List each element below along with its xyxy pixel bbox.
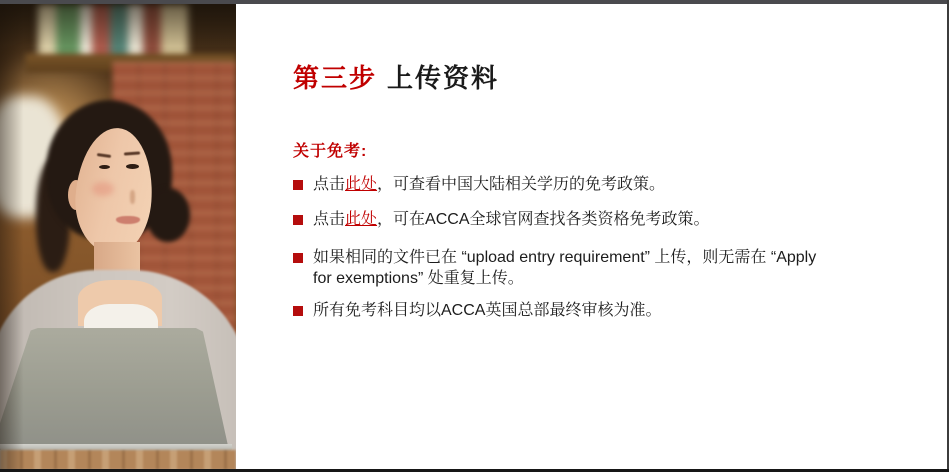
content-panel [236, 4, 947, 469]
bullet-text-3: 如果相同的文件已在 “upload entry requirement” 上传，则无需在 “Apply for exemptions” 处重复上传。 [313, 249, 817, 287]
page-title-rest: 上传资料 [387, 63, 500, 93]
top-bar [0, 0, 949, 4]
cihere-link-1[interactable]: 此处 [345, 176, 378, 193]
bullet-item-1 [293, 174, 665, 195]
bullet-text-4: 所有免考科目均以ACCA英国总部最终审核为准。 [313, 302, 662, 319]
page-title [293, 58, 499, 95]
bullet-1-pre: 点击 [313, 176, 346, 193]
bullet-square-icon [293, 215, 303, 225]
bullet-item-2 [293, 209, 710, 230]
bullet-2-post: ，可在ACCA全球官网查找各类资格免考政策。 [377, 211, 710, 228]
photo-vignette [0, 4, 236, 469]
page-title-step: 第三步 [293, 63, 378, 93]
bullet-item-4 [293, 300, 661, 321]
bullet-text-2 [313, 209, 710, 230]
bullet-1-post: ，可查看中国大陆相关学历的免考政策。 [377, 176, 666, 193]
section-heading: 关于免考: [293, 143, 368, 160]
bullet-square-icon [293, 180, 303, 190]
bullet-square-icon [293, 253, 303, 263]
bullet-2-pre: 点击 [313, 211, 346, 228]
bullet-item-3 [293, 247, 833, 289]
hero-photo [0, 4, 236, 469]
bullet-text-1 [313, 174, 665, 195]
cihere-link-2[interactable]: 此处 [345, 211, 378, 228]
bullet-square-icon [293, 306, 303, 316]
